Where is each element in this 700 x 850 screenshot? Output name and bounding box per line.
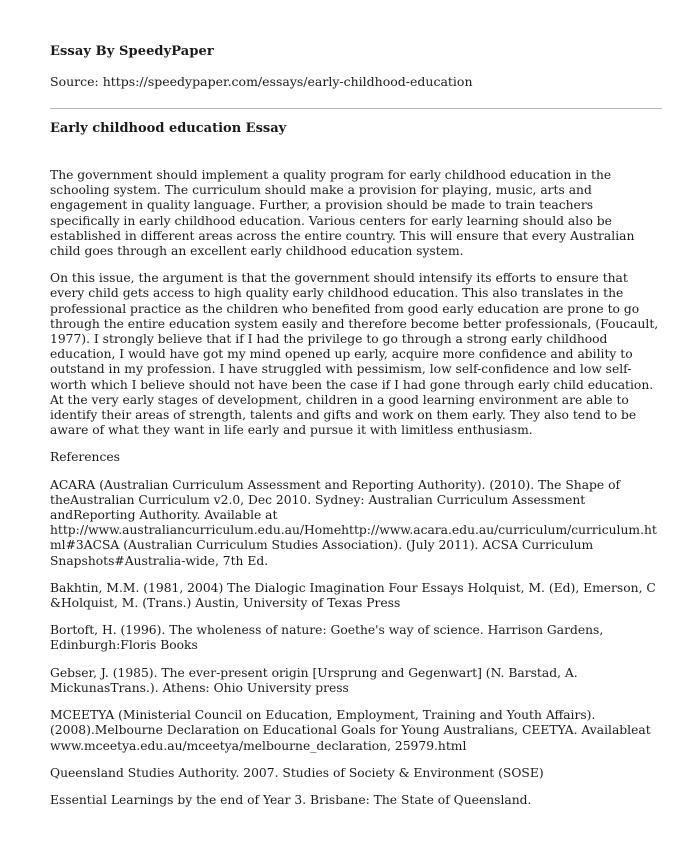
site-title: Essay By SpeedyPaper xyxy=(50,44,214,59)
reference-item: Essential Learnings by the end of Year 3. Brisbane: The State of Queensland. xyxy=(50,792,532,807)
essay-paragraph: On this issue, the argument is that the government should intensify its efforts to ensure that every child gets access to high quality early childhood education. This also translates in the professional practice as the children who benefited from good early education are prone to go through the entire education system easily and therefore become better professionals, (Foucault, 1977). I strongly believe that if I had the privilege to go through a strong early childhood education, I would have got my mind opened up early, acquire more confidence and ability to outstand in my profession. I have struggled with pessimism, low self-confidence and low self-worth which I believe should not have been the case if I had gone through early child education. At the very early stages of development, children in a good learning environment are able to identify their areas of strength, talents and gifts and work on them early. They also tend to be aware of what they want in life early and pursue it with limitless enthusiasm. xyxy=(50,271,659,438)
references-heading: References xyxy=(50,450,120,465)
reference-item: Bortoft, H. (1996). The wholeness of nature: Goethe's way of science. Harrison Gardens, Edinburgh:Floris Books xyxy=(50,623,604,653)
divider xyxy=(50,108,662,109)
essay-title: Early childhood education Essay xyxy=(50,121,287,136)
reference-item: Gebser, J. (1985). The ever-present origin [Ursprung and Gegenwart] (N. Barstad, A. MickunasTrans.). Athens: Ohio University press xyxy=(50,665,578,695)
source-line: Source: https://speedypaper.com/essays/early-childhood-education xyxy=(50,74,473,89)
reference-item: MCEETYA (Ministerial Council on Education, Employment, Training and Youth Affairs). (2008).Melbourne Declaration on Educational Goals for Young Australians, CEETYA. Availableat www.mceetya.edu.au/mceetya/melbourne_declaration, 25979.html xyxy=(50,708,651,753)
reference-item: ACARA (Australian Curriculum Assessment and Reporting Authority). (2010). The Shape of theAustralian Curriculum v2.0, Dec 2010. Sydney: Australian Curriculum Assessment andReporting Authority. Available at http://www.australiancurriculum.edu.au/Homehttp://www.acara.edu.au/curriculum/curriculum.html#3ACSA (Australian Curriculum Studies Association). (July 2011). ACSA Curriculum Snapshots#Australia-wide, 7th Ed. xyxy=(50,477,657,568)
essay-body xyxy=(50,168,662,820)
essay-paragraph: The government should implement a quality program for early childhood education in the schooling system. The curriculum should make a provision for playing, music, arts and engagement in quality language. Further, a provision should be made to train teachers specifically in early childhood education. Various centers for early learning should also be established in different areas across the entire country. This will ensure that every Australian child goes through an excellent early childhood education system. xyxy=(50,168,635,259)
reference-item: Queensland Studies Authority. 2007. Studies of Society & Environment (SOSE) xyxy=(50,765,544,780)
reference-item: Bakhtin, M.M. (1981, 2004) The Dialogic Imagination Four Essays Holquist, M. (Ed), Emerson, C &Holquist, M. (Trans.) Austin, University of Texas Press xyxy=(50,580,656,611)
